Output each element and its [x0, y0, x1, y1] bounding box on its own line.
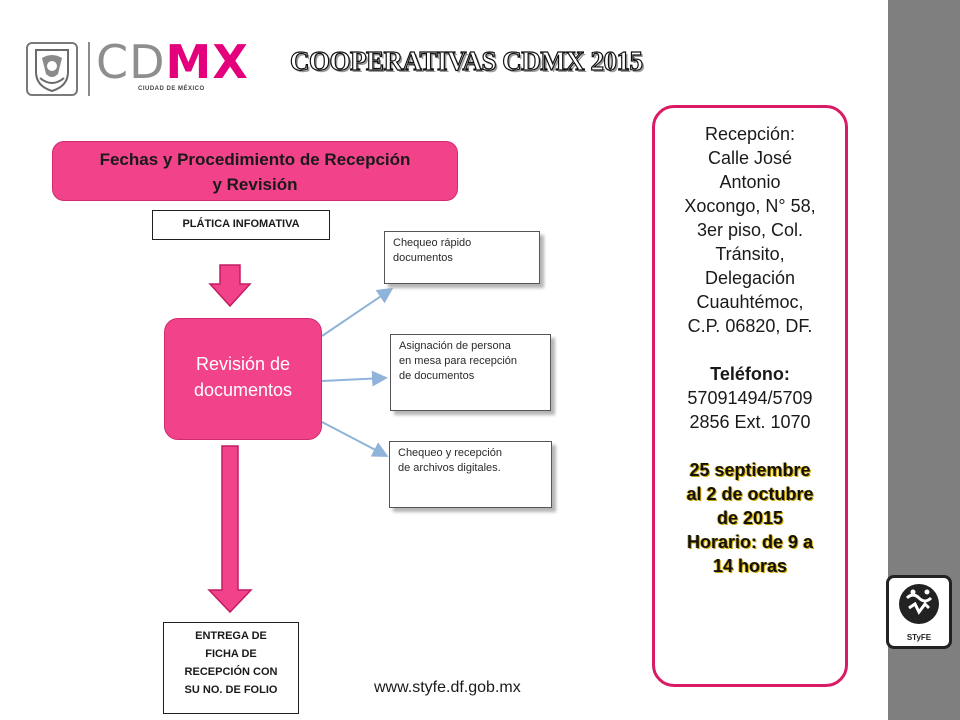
task-box-assignment: Asignación de persona en mesa para recepción de documentos	[390, 334, 551, 411]
revision-hub	[164, 318, 322, 440]
hub-line: Revisión de	[195, 354, 291, 374]
address-line: 3er piso, Col.	[696, 220, 804, 240]
phone-label: Teléfono:	[710, 364, 790, 384]
address-line: Cuauhtémoc,	[696, 292, 804, 312]
page-title: COOPERATIVAS CDMX 2015	[290, 46, 643, 76]
address-line: Tránsito,	[715, 244, 785, 264]
address-line: Calle José	[707, 148, 793, 168]
connector-to-task-2	[322, 378, 384, 381]
date-line: de 2015	[716, 508, 784, 528]
platica-box: PLÁTICA INFOMATIVA	[152, 210, 330, 240]
logo-subtitle: CIUDAD DE MÉXICO	[138, 86, 205, 92]
spacer	[655, 434, 845, 458]
address-line: Xocongo, N° 58,	[684, 196, 816, 216]
entrega-box: ENTREGA DE FICHA DE RECEPCIÓN CON SU NO. DE FOLIO	[163, 622, 299, 714]
address-line: Recepción:	[704, 124, 796, 144]
date-line: Horario: de 9 a	[686, 532, 814, 552]
date-line: 14 horas	[712, 556, 788, 576]
address-line: Delegación	[704, 268, 796, 288]
phone-line: 57091494/5709	[687, 388, 813, 408]
address-line: Antonio	[719, 172, 781, 192]
banner-line: y Revisión	[212, 175, 298, 194]
connector-to-task-1	[322, 290, 390, 336]
phone-line: 2856 Ext. 1070	[689, 412, 811, 432]
styfe-logo-icon	[889, 578, 949, 630]
hub-line: documentos	[193, 380, 293, 400]
banner-line: Fechas y Procedimiento de Recepción	[99, 150, 411, 169]
reception-info-panel	[652, 105, 848, 687]
down-arrow-bottom	[209, 446, 251, 612]
date-line: 25 septiembre	[689, 460, 811, 480]
styfe-label: STyFE	[906, 633, 932, 642]
date-line: al 2 de octubre	[686, 484, 814, 504]
address-line: C.P. 06820, DF.	[687, 316, 813, 336]
logo-wordmark: CDMX	[96, 35, 249, 89]
task-box-digital-files: Chequeo y recepción de archivos digitales.	[389, 441, 552, 508]
footer-url[interactable]: www.styfe.df.gob.mx	[374, 679, 521, 696]
task-box-quick-check: Chequeo rápido documentos	[384, 231, 540, 284]
connector-to-task-3	[322, 422, 385, 455]
spacer	[655, 338, 845, 362]
styfe-logo	[886, 575, 952, 649]
down-arrow-top	[210, 265, 250, 306]
